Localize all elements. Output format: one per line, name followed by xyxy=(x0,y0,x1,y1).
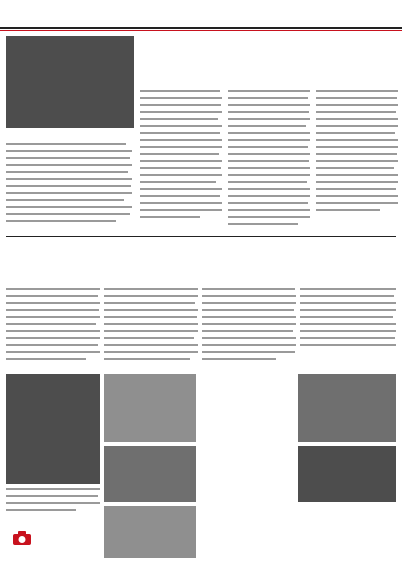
panel-label xyxy=(12,524,92,554)
panel-caption-4 xyxy=(298,508,396,556)
top-story-byline xyxy=(316,220,398,230)
second-story-headline xyxy=(6,240,396,270)
date-line xyxy=(272,8,352,20)
panel-caption-3 xyxy=(200,508,294,556)
top-story-headline xyxy=(140,38,398,70)
page-header xyxy=(0,0,402,36)
top-photo xyxy=(6,36,134,128)
panel-label-text xyxy=(36,528,92,550)
panel-photo-4 xyxy=(104,446,196,502)
masthead xyxy=(148,6,258,24)
section-divider xyxy=(6,236,396,237)
top-story-subheadline xyxy=(140,70,398,82)
header-rule xyxy=(0,27,402,29)
top-story-body xyxy=(6,140,134,232)
editor-line xyxy=(80,10,140,20)
panel-caption-1 xyxy=(200,376,294,440)
panel-photo-2 xyxy=(104,374,196,442)
top-story-columns xyxy=(140,88,398,232)
photo-panel xyxy=(6,374,396,560)
header-accent xyxy=(0,30,402,31)
top-photo-caption xyxy=(6,130,134,140)
panel-photo-3 xyxy=(298,374,396,442)
panel-photo-5 xyxy=(298,446,396,502)
second-story-byline xyxy=(300,352,396,362)
second-story-subheadline xyxy=(6,270,396,282)
panel-side-text xyxy=(6,486,100,522)
panel-caption-2 xyxy=(200,448,294,500)
page-number xyxy=(360,2,396,28)
second-story-columns xyxy=(6,286,396,370)
panel-photo-main xyxy=(6,374,100,484)
panel-photo-6 xyxy=(104,506,196,558)
camera-icon xyxy=(12,530,32,546)
section-name xyxy=(6,6,76,22)
